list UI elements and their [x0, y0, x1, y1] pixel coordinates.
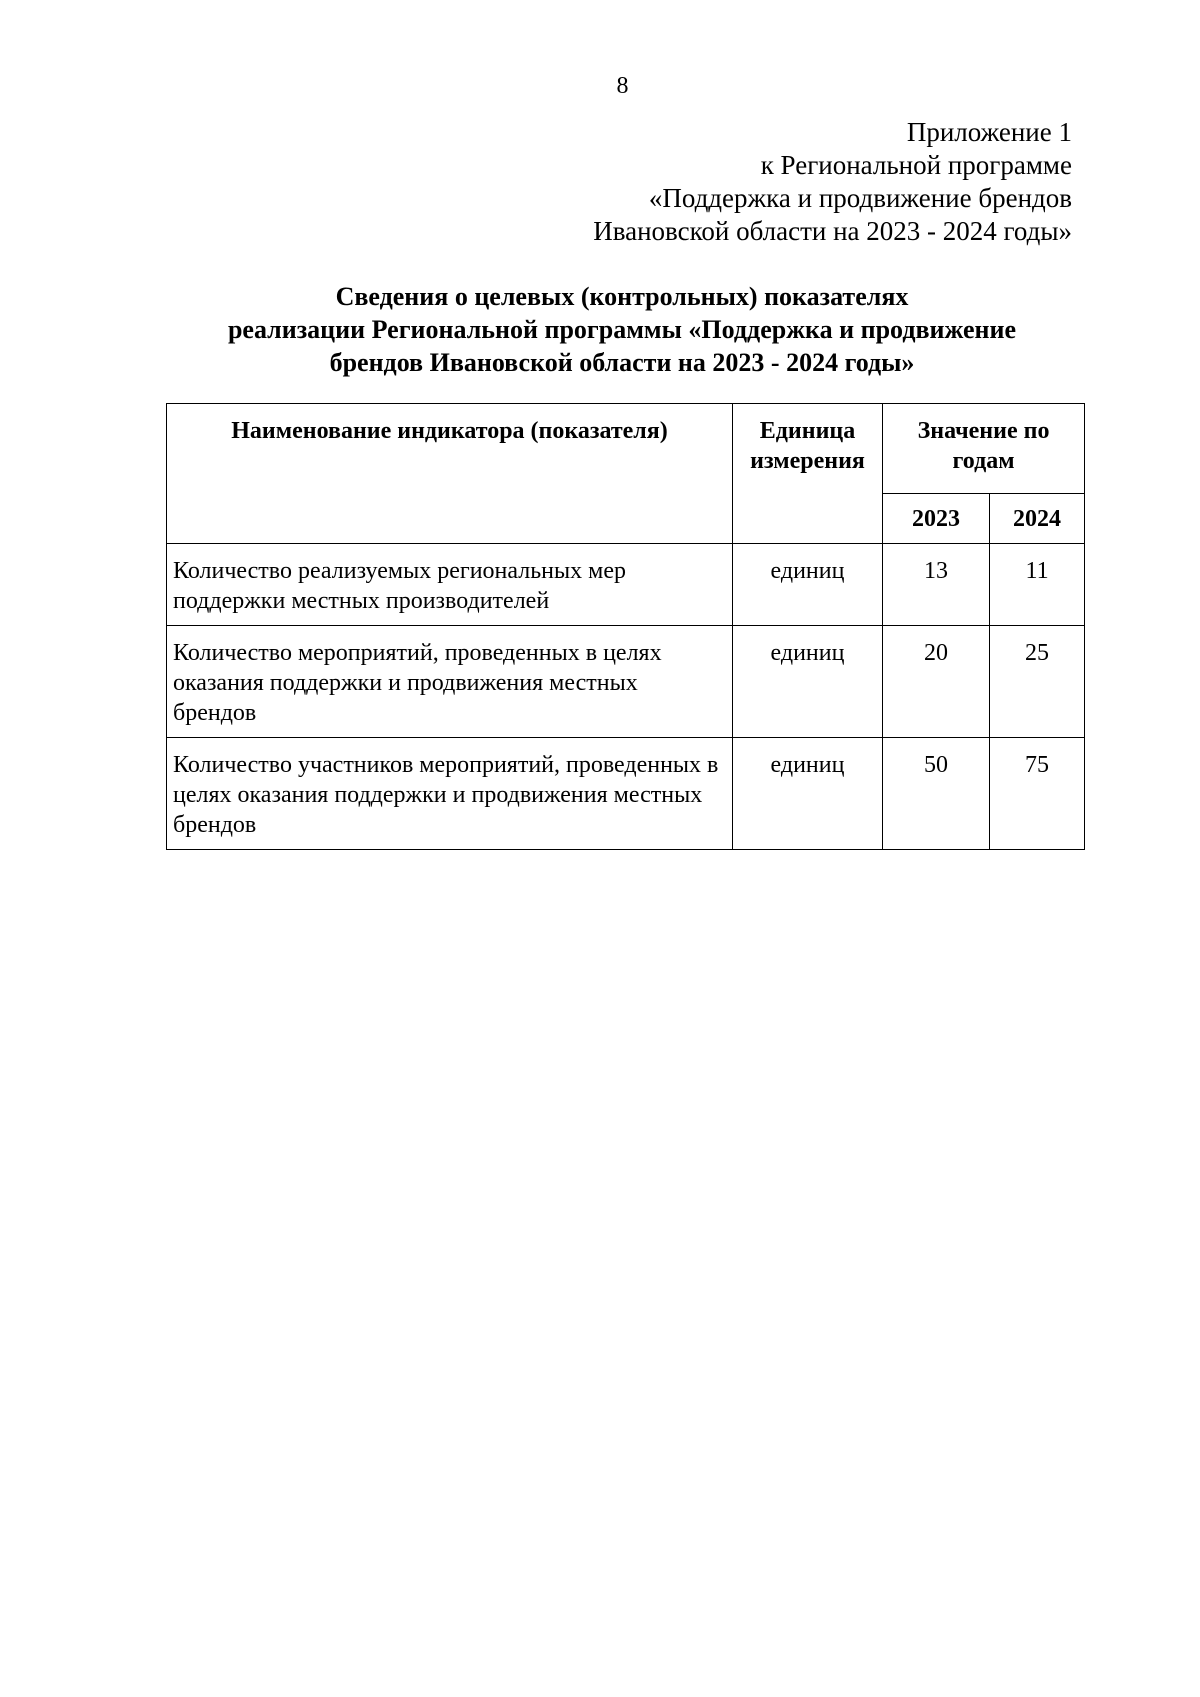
- document-title: [120, 280, 1124, 379]
- indicator-value-2023: 50: [883, 738, 990, 850]
- indicator-unit: единиц: [733, 738, 883, 850]
- table-body: [167, 544, 1085, 850]
- table-row: [167, 738, 1085, 850]
- header-values-line: годам: [952, 448, 1015, 474]
- table-header: [167, 404, 1085, 544]
- header-values-line: Значение по: [917, 418, 1050, 444]
- table-row: [167, 544, 1085, 626]
- header-unit-line: измерения: [750, 448, 865, 474]
- indicator-unit: единиц: [733, 626, 883, 738]
- header-year-2024: 2024: [990, 494, 1085, 544]
- indicator-value-2024: 75: [990, 738, 1085, 850]
- header-year-2023: 2023: [883, 494, 990, 544]
- indicator-value-2023: 13: [883, 544, 990, 626]
- header-unit: [733, 404, 883, 544]
- header-indicator-name: Наименование индикатора (показателя): [167, 404, 733, 544]
- indicators-table: [166, 403, 1085, 850]
- title-line: брендов Ивановской области на 2023 - 2024 годы»: [329, 348, 915, 377]
- appendix-line: Ивановской области на 2023 - 2024 годы»: [593, 216, 1072, 246]
- header-unit-line: Единица: [759, 418, 856, 444]
- indicator-name: Количество мероприятий, проведенных в целях оказания поддержки и продвижения местных брендов: [167, 626, 733, 738]
- indicator-value-2023: 20: [883, 626, 990, 738]
- indicator-name: Количество реализуемых региональных мер поддержки местных производителей: [167, 544, 733, 626]
- appendix-line: Приложение 1: [906, 117, 1072, 147]
- indicator-name: Количество участников мероприятий, проведенных в целях оказания поддержки и продвижения местных брендов: [167, 738, 733, 850]
- table-row: [167, 626, 1085, 738]
- page-number: 8: [616, 73, 629, 99]
- appendix-reference: [593, 116, 1072, 248]
- appendix-line: «Поддержка и продвижение брендов: [648, 183, 1072, 213]
- header-row: [167, 404, 1085, 494]
- header-values-by-year: [883, 404, 1085, 494]
- title-line: реализации Региональной программы «Поддержка и продвижение: [227, 315, 1017, 344]
- indicator-value-2024: 11: [990, 544, 1085, 626]
- appendix-line: к Региональной программе: [760, 150, 1072, 180]
- indicator-unit: единиц: [733, 544, 883, 626]
- indicator-value-2024: 25: [990, 626, 1085, 738]
- title-line: Сведения о целевых (контрольных) показателях: [335, 282, 909, 311]
